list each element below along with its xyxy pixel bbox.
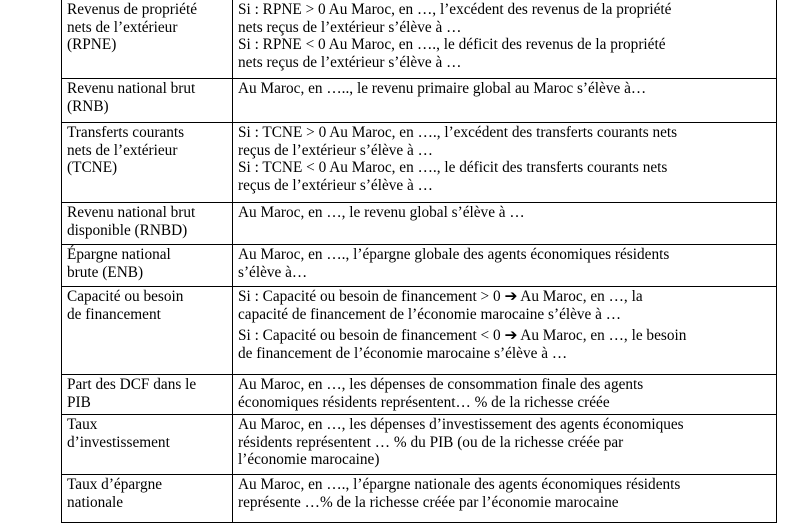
table-row <box>62 375 777 415</box>
definition-line: économiques résidents représentent… % de la richesse créée <box>238 393 610 411</box>
table-row <box>62 415 777 475</box>
definition-line: s’élève à… <box>238 263 308 281</box>
definition-line: nets reçus de l’extérieur s’élève à … <box>238 18 462 36</box>
table-row <box>62 245 777 287</box>
table-row <box>62 203 777 245</box>
definition-line: reçus de l’extérieur s’élève à … <box>238 141 433 159</box>
term-line: Revenu national brut <box>67 204 196 221</box>
definition-cell <box>233 123 777 203</box>
definition-line: Au Maroc, en …, le revenu global s’élève à … <box>238 204 525 221</box>
term-line: Transferts courants <box>67 124 185 141</box>
term-cell <box>62 203 233 245</box>
term-line: d’investissement <box>67 433 170 451</box>
definition-line: Si : TCNE > 0 Au Maroc, en …., l’excédent des transferts courants nets <box>238 124 678 141</box>
definition-line: Si : TCNE < 0 Au Maroc, en …., le déficit des transferts courants nets <box>238 159 668 177</box>
definition-line: reçus de l’extérieur s’élève à … <box>238 176 433 194</box>
definition-cell <box>233 203 777 245</box>
definitions-table <box>61 0 777 523</box>
term-cell <box>62 0 233 79</box>
definition-cell <box>233 0 777 79</box>
term-cell <box>62 415 233 475</box>
definition-line: Au Maroc, en ….., le revenu primaire global au Maroc s’élève à… <box>238 80 647 97</box>
definition-cell <box>233 287 777 375</box>
definition-line: Au Maroc, en …., l’épargne globale des agents économiques résidents <box>238 246 670 263</box>
term-line: (TCNE) <box>67 159 118 177</box>
definition-line: nets reçus de l’extérieur s’élève à … <box>238 53 462 71</box>
term-line: Revenus de propriété <box>67 1 197 18</box>
term-line: (RNB) <box>67 97 109 115</box>
term-line: disponible (RNBD) <box>67 221 188 239</box>
definition-line: Si : RPNE < 0 Au Maroc, en …., le déficit des revenus de la propriété <box>238 36 666 54</box>
term-line: brute (ENB) <box>67 263 144 281</box>
term-cell <box>62 79 233 123</box>
term-line: Taux d’épargne <box>67 476 163 493</box>
definition-line: l’économie marocaine) <box>238 451 380 469</box>
term-line: de financement <box>67 305 161 323</box>
definition-line: résidents représentent … % du PIB (ou de la richesse créée par <box>238 433 624 451</box>
term-cell <box>62 287 233 375</box>
term-line: Revenu national brut <box>67 80 196 97</box>
term-line: Épargne national <box>67 246 171 263</box>
definition-line: Au Maroc, en …., l’épargne nationale des agents économiques résidents <box>238 476 681 493</box>
term-cell <box>62 375 233 415</box>
table-row <box>62 475 777 523</box>
term-cell <box>62 475 233 523</box>
table-row <box>62 123 777 203</box>
definition-cell <box>233 475 777 523</box>
definition-line: Au Maroc, en …, les dépenses de consommation finale des agents <box>238 376 644 393</box>
definition-cell <box>233 415 777 475</box>
term-line: Part des DCF dans le <box>67 376 197 393</box>
term-line: nets de l’extérieur <box>67 18 178 36</box>
term-line: nets de l’extérieur <box>67 141 178 159</box>
definition-line: Si : Capacité ou besoin de financement < 0 ➔ Au Maroc, en …, le besoin <box>238 327 687 345</box>
table-row <box>62 0 777 79</box>
term-cell <box>62 123 233 203</box>
term-line: nationale <box>67 493 124 511</box>
definition-cell <box>233 375 777 415</box>
definition-line: représente …% de la richesse créée par l’économie marocaine <box>238 493 619 511</box>
definition-line: de financement de l’économie marocaine s’élève à … <box>238 344 568 362</box>
definition-cell <box>233 79 777 123</box>
definition-line: Si : Capacité ou besoin de financement > 0 ➔ Au Maroc, en …, la <box>238 288 643 305</box>
definition-line: capacité de financement de l’économie marocaine s’élève à … <box>238 305 622 323</box>
table-row <box>62 79 777 123</box>
table-body <box>62 0 777 523</box>
term-line: PIB <box>67 393 91 411</box>
term-line: (RPNE) <box>67 36 117 54</box>
definition-cell <box>233 245 777 287</box>
term-line: Capacité ou besoin <box>67 288 184 305</box>
definition-line: Si : RPNE > 0 Au Maroc, en …, l’excédent des revenus de la propriété <box>238 1 672 18</box>
term-line: Taux <box>67 416 98 433</box>
definition-line: Au Maroc, en …, les dépenses d’investissement des agents économiques <box>238 416 684 433</box>
term-cell <box>62 245 233 287</box>
table-row <box>62 287 777 375</box>
